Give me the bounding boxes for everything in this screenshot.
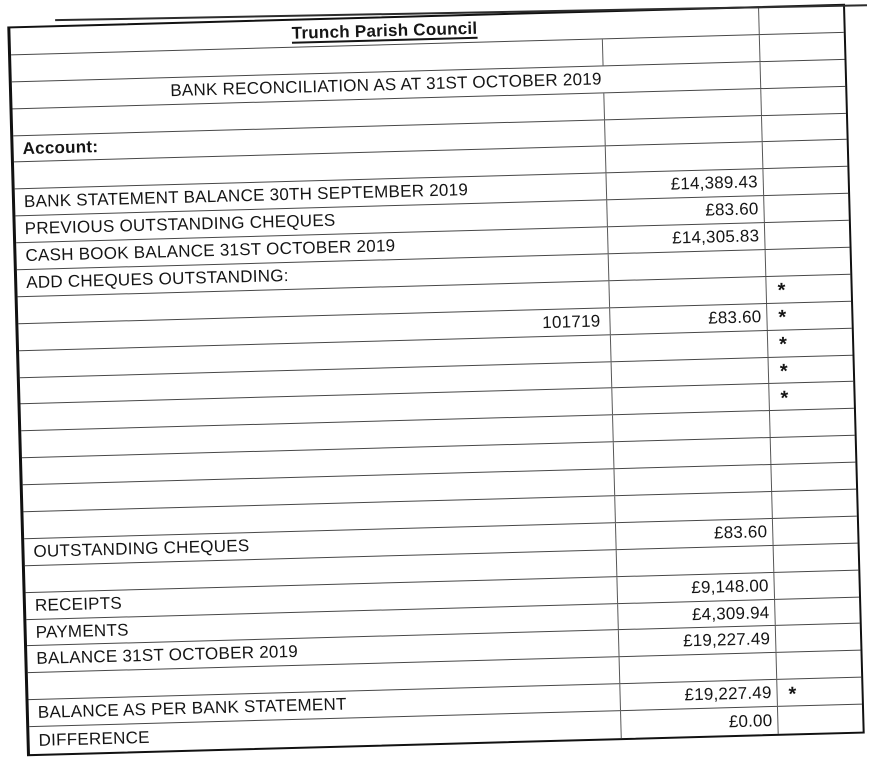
amount-cell: £83.60 (616, 519, 774, 549)
amount-cell (614, 438, 772, 468)
reconciled-marker-cell: * (777, 279, 786, 303)
amount-cell (612, 358, 770, 388)
reconciled-marker-cell (772, 490, 857, 518)
reconciled-marker-cell (764, 194, 849, 222)
reconciled-marker-cell (770, 409, 855, 437)
description-cell: RECEIPTS (26, 577, 618, 619)
reconciliation-table (7, 4, 864, 756)
amount-cell (603, 35, 761, 65)
amount-cell (615, 492, 773, 522)
amount-cell (611, 331, 769, 361)
reconciled-marker-cell: * (778, 306, 787, 329)
reconciled-marker-cell (771, 436, 856, 464)
reconciled-marker-cell (766, 248, 851, 276)
reconciled-marker-cell (774, 570, 859, 598)
amount-cell (604, 89, 762, 119)
reconciled-marker-cell (760, 33, 845, 61)
reconciled-marker-cell (759, 6, 844, 34)
amount-cell (613, 411, 771, 441)
reconciled-marker-cell (761, 86, 846, 114)
amount-cell: £4,309.94 (618, 600, 776, 630)
amount-cell (609, 250, 767, 280)
reconciled-marker-cell (775, 597, 860, 625)
description-cell: 101719 (18, 308, 610, 350)
amount-cell (620, 653, 778, 683)
description-cell: DIFFERENCE (29, 711, 622, 754)
amount-cell: £9,148.00 (617, 573, 775, 603)
reconciled-marker-cell (762, 113, 847, 141)
reconciled-marker-cell: * (779, 360, 788, 383)
account-label: Account: (13, 120, 605, 162)
reconciled-marker-cell: * (788, 683, 797, 706)
reconciled-marker-cell (765, 221, 850, 249)
reconciled-marker-cell (778, 705, 863, 734)
description-cell: OUTSTANDING CHEQUES (24, 523, 616, 565)
amount-cell: £19,227.49 (620, 680, 778, 710)
document-subtitle: BANK RECONCILIATION AS AT 31ST OCTOBER 2019 (12, 62, 761, 108)
reconciled-marker-cell (763, 140, 848, 168)
amount-cell (614, 465, 772, 495)
reconciled-marker-cell (774, 543, 859, 571)
description-cell: CASH BOOK BALANCE 31ST OCTOBER 2019 (16, 227, 608, 269)
amount-cell (606, 143, 764, 173)
reconciled-marker-cell (761, 60, 846, 88)
amount-cell: £0.00 (621, 707, 779, 738)
amount-cell: £14,389.43 (606, 169, 764, 199)
description-cell: BALANCE AS PER BANK STATEMENT (29, 684, 621, 726)
amount-cell: £19,227.49 (619, 626, 777, 656)
reconciled-marker-cell: * (778, 333, 788, 356)
description-cell: BANK STATEMENT BALANCE 30TH SEPTEMBER 2019 (15, 174, 607, 216)
description-cell: BALANCE 31ST OCTOBER 2019 (27, 631, 619, 673)
reconciliation-sheet (7, 4, 864, 756)
amount-cell: £14,305.83 (608, 223, 766, 253)
reconciled-marker-cell (773, 517, 858, 545)
amount-cell (605, 116, 763, 146)
amount-cell: £83.60 (610, 304, 768, 334)
amount-cell: £83.60 (607, 196, 765, 226)
amount-cell (609, 277, 767, 307)
description-cell: PAYMENTS (26, 604, 618, 646)
description-cell: ADD CHEQUES OUTSTANDING: (17, 254, 609, 296)
document-title: Trunch Parish Council (10, 8, 759, 54)
description-cell: PREVIOUS OUTSTANDING CHEQUES (15, 201, 607, 243)
reconciled-marker-cell (777, 651, 862, 679)
reconciled-marker-cell: * (780, 387, 789, 410)
reconciled-marker-cell (776, 624, 861, 652)
reconciled-marker-cell (763, 167, 848, 195)
reconciled-marker-cell (771, 463, 856, 491)
amount-cell (617, 546, 775, 576)
amount-cell (612, 384, 770, 414)
